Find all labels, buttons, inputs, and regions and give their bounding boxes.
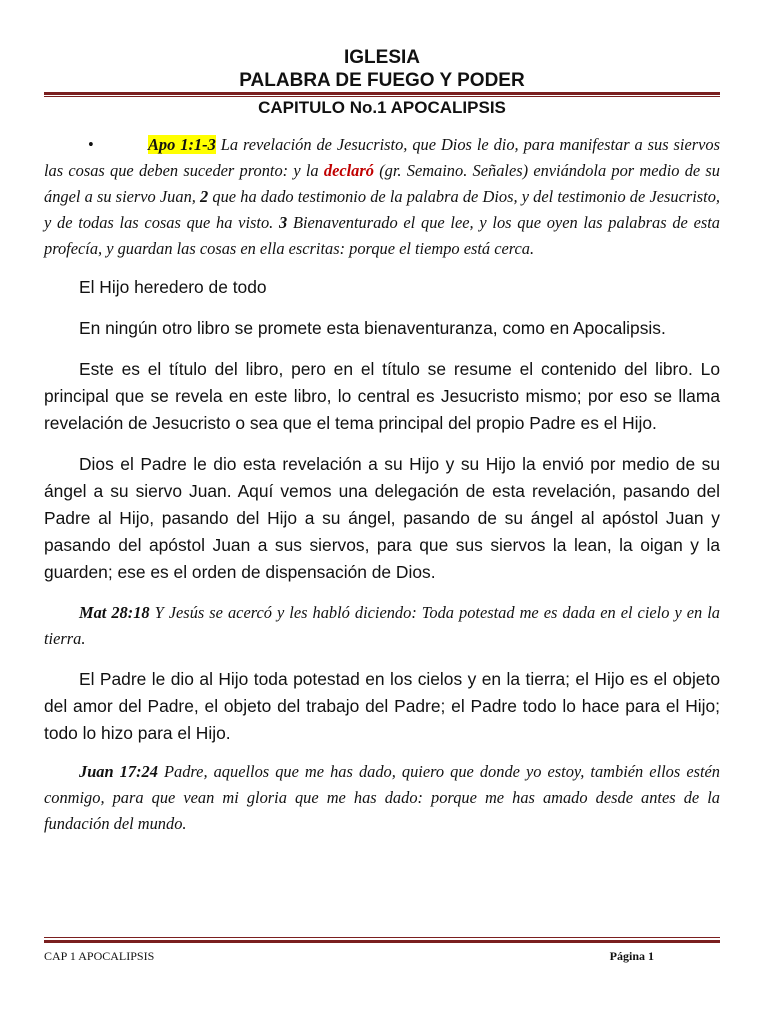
verse-number: 3 bbox=[279, 213, 288, 232]
footer-chapter-label: CAP 1 APOCALIPSIS bbox=[44, 949, 155, 963]
church-name: PALABRA DE FUEGO Y PODER bbox=[239, 70, 525, 91]
paragraph: En ningún otro libro se promete esta bienaventuranza, como en Apocalipsis. bbox=[79, 318, 666, 338]
verse-text: La revelación de Jesucristo, que Dios le dio, para manifestar a sus siervos las cosas que deben suceder pronto: y la bbox=[44, 135, 720, 180]
verse-mat-28 bbox=[44, 600, 720, 652]
verse-reference: Juan 17:24 bbox=[79, 762, 158, 781]
verse-reference: Mat 28:18 bbox=[79, 603, 150, 622]
verse-reference: Apo 1:1-3 bbox=[148, 135, 216, 154]
church-title: IGLESIA bbox=[343, 47, 420, 68]
paragraph: Dios el Padre le dio esta revelación a su Hijo y su Hijo la envió por medio de su ángel a su siervo Juan. Aquí vemos una delegación de esta revelación, pasando del Padre al Hijo, pasando del Hijo a su ángel, pasando de su ángel al apóstol Juan y pasando del apóstol Juan a sus siervos, para que sus siervos la lean, la oigan y la guarden; ese es el orden de dispensación de Dios. bbox=[44, 454, 720, 582]
page-content bbox=[44, 46, 720, 837]
paragraph: El Padre le dio al Hijo toda potestad en los cielos y en la tierra; el Hijo es el objeto del amor del Padre, el objeto del trabajo del Padre; el Padre todo lo hace para el Hijo; todo lo hizo para el Hijo. bbox=[44, 669, 720, 743]
verse-text: Padre, aquellos que me has dado, quiero que donde yo estoy, también ellos estén conmigo, para que vean mi gloria que me has dado: porque me has amado desde antes de la fundación del mundo. bbox=[44, 762, 720, 833]
verse-text: Bienaventurado el que lee, y los que oyen las palabras de esta profecía, y guardan las cosas en ella escritas: porque el tiempo está cerca. bbox=[44, 213, 720, 258]
footer-row bbox=[44, 949, 720, 964]
page-number: Página 1 bbox=[609, 949, 654, 963]
verse-text: Y Jesús se acercó y les habló diciendo: Toda potestad me es dada en el cielo y en la tierra. bbox=[44, 603, 720, 648]
verse-juan-17 bbox=[44, 759, 720, 837]
bullet-icon: • bbox=[88, 135, 94, 154]
verse-number: 2 bbox=[200, 187, 209, 206]
footer-rule bbox=[44, 937, 720, 943]
page-footer bbox=[44, 937, 720, 964]
highlight-word: declaró bbox=[323, 161, 374, 180]
verse-apo-1 bbox=[44, 132, 720, 262]
paragraph: Este es el título del libro, pero en el título se resume el contenido del libro. Lo principal que se revela en este libro, lo central es Jesucristo mismo; por eso se llama revelación de Jesucristo o sea que el tema principal del propio Padre es el Hijo. bbox=[44, 359, 720, 433]
verse-text: (gr. Semaino. Señales) enviándola por medio de su ángel a su siervo Juan, bbox=[44, 161, 720, 206]
verse-text: que ha dado testimonio de la palabra de Dios, y del testimonio de Jesucristo, y de todas las cosas que ha visto. bbox=[44, 187, 721, 232]
chapter-title: CAPITULO No.1 APOCALIPSIS bbox=[258, 98, 506, 117]
section-heading: El Hijo heredero de todo bbox=[79, 277, 267, 297]
header-rule bbox=[44, 92, 720, 97]
